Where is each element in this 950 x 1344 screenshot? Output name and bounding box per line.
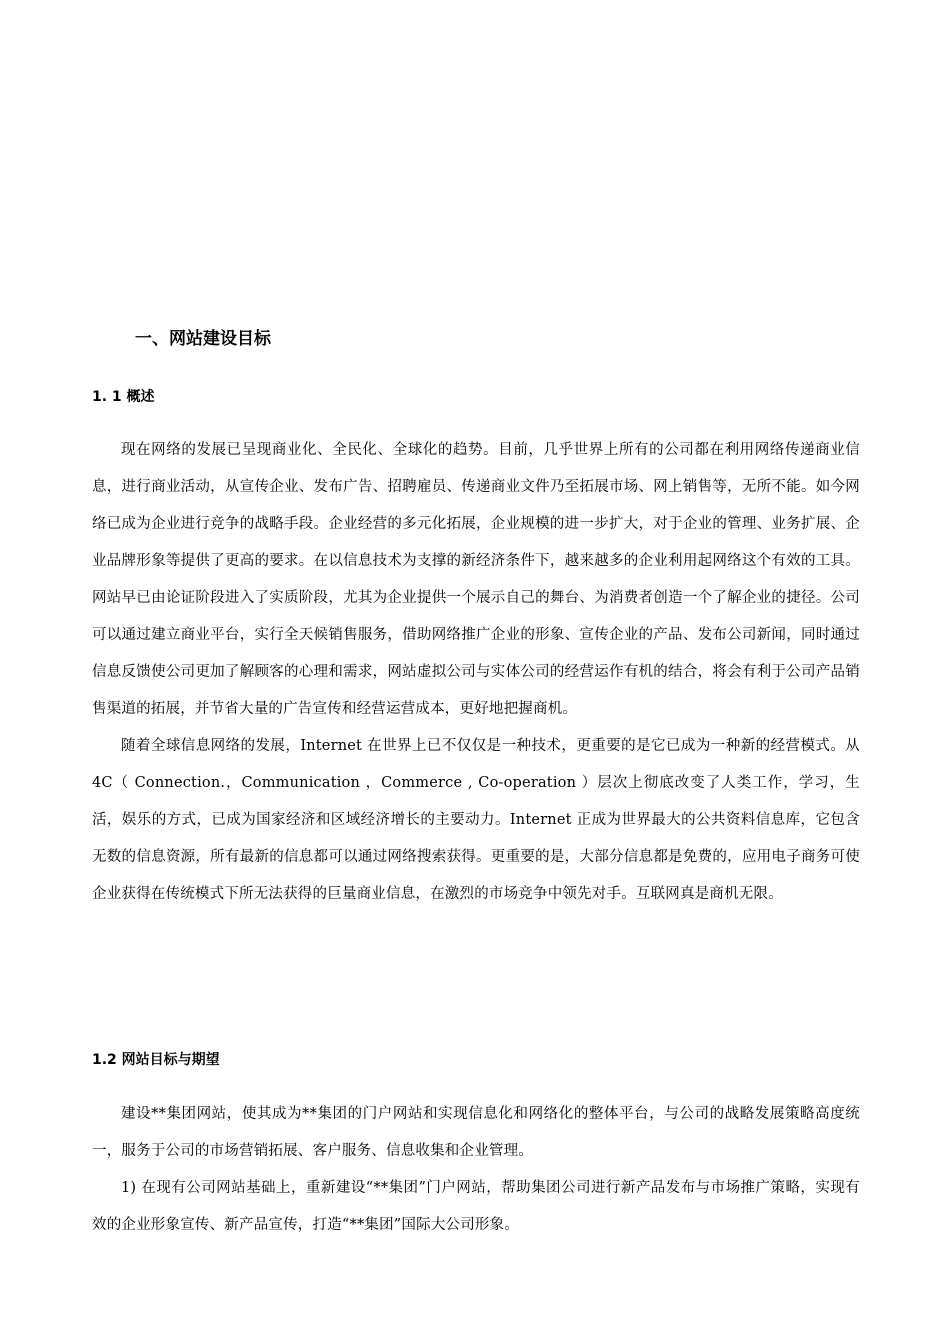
goals-body — [92, 1096, 860, 1244]
paragraph: 现在网络的发展已呈现商业化、全民化、全球化的趋势。目前，几乎世界上所有的公司都在利用网络传递商业信息，进行商业活动，从宣传企业、发布广告、招聘雇员、传递商业文件乃至拓展市场、网上销售等，无所不能。如今网络已成为企业进行竞争的战略手段。企业经营的多元化拓展，企业规模的进一步扩大，对于企业的管理、业务扩展、企业品牌形象等提供了更高的要求。在以信息技术为支撑的新经济条件下，越来越多的企业利用起网络这个有效的工具。网站早已由论证阶段进入了实质阶段，尤其为企业提供一个展示自己的舞台、为消费者创造一个了解企业的捷径。公司可以通过建立商业平台，实行全天候销售服务，借助网络推广企业的形象、宣传企业的产品、发布公司新闻，同时通过信息反馈使公司更加了解顾客的心理和需求，网站虚拟公司与实体公司的经营运作有机的结合，将会有利于公司产品销售渠道的拓展，并节省大量的广告宣传和经营运营成本，更好地把握商机。 — [92, 442, 860, 717]
paragraph: 建设**集团网站，使其成为**集团的门户网站和实现信息化和网络化的整体平台，与公司的战略发展策略高度统一，服务于公司的市场营销拓展、客户服务、信息收集和企业管理。 — [92, 1106, 860, 1159]
overview-body — [92, 432, 860, 913]
subsection-heading-goals: 1.2 网站目标与期望 — [92, 1052, 220, 1068]
paragraph: 1) 在现有公司网站基础上，重新建设“**集团”门户网站，帮助集团公司进行新产品发布与市场推广策略，实现有效的企业形象宣传、新产品宣传，打造“**集团”国际大公司形象。 — [92, 1180, 860, 1233]
subsection-heading-overview: 1. 1 概述 — [92, 389, 155, 405]
section-title: 一、网站建设目标 — [135, 329, 271, 349]
paragraph: 随着全球信息网络的发展，Internet 在世界上已不仅仅是一种技术，更重要的是它已成为一种新的经营模式。从 4C（ Connection.，Communication ，Commerce , Co-operation ）层次上彻底改变了人类工作，学习，生活，娱乐的方式，已成为国家经济和区域经济增长的主要动力。Internet 正成为世界最大的公共资料信息库，它包含无数的信息资源，所有最新的信息都可以通过网络搜索获得。更重要的是，大部分信息都是免费的，应用电子商务可使企业获得在传统模式下所无法获得的巨量商业信息，在激烈的市场竞争中领先对手。互联网真是商机无限。 — [92, 738, 860, 902]
